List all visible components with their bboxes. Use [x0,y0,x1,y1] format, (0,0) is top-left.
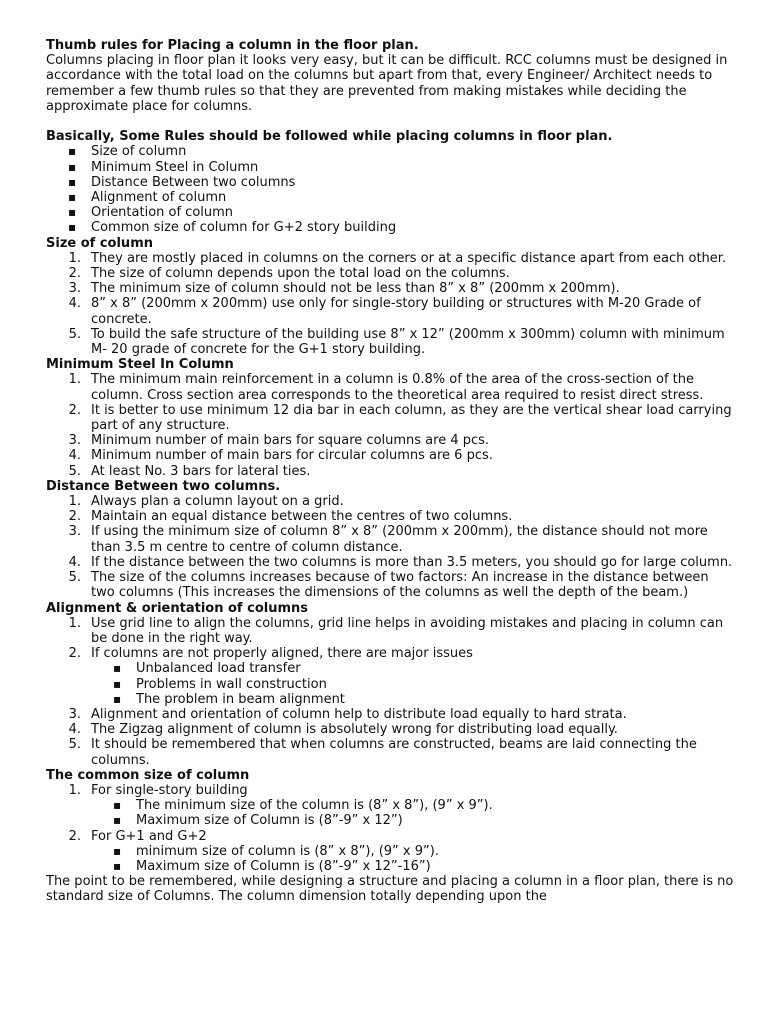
single-story-sizes [46,798,736,828]
list-item: 1. Always plan a column layout on a grid. [68,494,344,510]
list-item: 2. The size of column depends upon the total load on the columns. [68,266,510,282]
alignment-list [46,616,736,662]
list-item: 1. For single-story building [68,782,248,798]
list-item: ▪ Orientation of column [46,205,736,220]
size-list [46,251,736,357]
list-item: ▪ Alignment of column [46,190,736,205]
size-heading: Size of column [46,235,153,251]
list-item: 5. It should be remembered that when columns are constructed, beams are laid connecting the columns. [68,737,697,768]
list-item: 5. To build the safe structure of the building use 8” x 12” (200mm x 300mm) column with minimum M- 20 grade of concrete for the G+1 story building. [68,326,725,358]
steel-list [46,372,736,478]
common-size-heading: The common size of column [46,767,250,783]
list-item: 2. For G+1 and G+2 [68,828,207,844]
rules-list [46,144,736,235]
closing-paragraph: The point to be remembered, while designing a structure and placing a column in a floor plan, there is no standard size of Columns. The column dimension totally depending upon the [46,874,734,905]
list-item: ▪ Distance Between two columns [46,175,736,190]
list-item: 4. If the distance between the two columns is more than 3.5 meters, you should go for large column. [68,554,733,570]
rules-heading: Basically, Some Rules should be followed while placing columns in floor plan. [46,129,613,145]
list-item: 5. At least No. 3 bars for lateral ties. [68,463,311,479]
list-item: ▪ The problem in beam alignment [46,692,736,707]
list-item: 2. If columns are not properly aligned, there are major issues [68,646,473,662]
list-item: 3. Alignment and orientation of column help to distribute load equally to hard strata. [68,706,627,722]
common-size-list [46,783,736,798]
list-item: 1. They are mostly placed in columns on the corners or at a specific distance apart from each other. [68,250,727,266]
document-page [46,38,736,905]
list-item: 1. The minimum main reinforcement in a column is 0.8% of the area of the cross-section of the column. Cross section area corresponds to the theoretical area required to resist direct stress. [68,372,704,403]
list-item: 3. Minimum number of main bars for square columns are 4 pcs. [68,433,490,449]
alignment-list-continued [46,707,736,768]
list-item: ▪ Maximum size of Column is (8”-9” x 12”-16”) [46,859,736,874]
list-item: ▪ Minimum Steel in Column [46,160,736,175]
list-item: ▪ Unbalanced load transfer [46,661,736,676]
list-item: ▪ The minimum size of the column is (8” x 8”), (9” x 9”). [46,798,736,813]
list-item: ▪ Size of column [46,144,736,159]
list-item: 4. 8” x 8” (200mm x 200mm) use only for single-story building or structures with M-20 Grade of concrete. [68,296,701,327]
list-item: 1. Use grid line to align the columns, grid line helps in avoiding mistakes and placing in column can be done in the right way. [68,615,724,646]
alignment-heading: Alignment & orientation of columns [46,600,308,616]
list-item: ▪ Common size of column for G+2 story building [46,220,736,235]
list-item: ▪ minimum size of column is (8” x 8”), (9” x 9”). [46,844,736,859]
alignment-issues-list [46,661,736,707]
distance-heading: Distance Between two columns. [46,478,281,494]
common-size-list-continued [46,829,736,844]
spacer [46,114,736,129]
list-item: 2. Maintain an equal distance between the centres of two columns. [68,509,513,525]
list-item: ▪ Problems in wall construction [46,677,736,692]
intro-paragraph: Columns placing in floor plan it looks very easy, but it can be difficult. RCC columns must be designed in accordance with the total load on the columns but apart from that, every Engineer/ Architect needs to remember a few thumb rules so that they are prevented from making mistakes while deciding the approximate place for columns. [46,53,728,114]
list-item: 4. The Zigzag alignment of column is absolutely wrong for distributing load equally. [68,722,618,738]
list-item: 3. The minimum size of column should not be less than 8” x 8” (200mm x 200mm). [68,281,620,297]
list-item: 4. Minimum number of main bars for circular columns are 6 pcs. [68,448,493,464]
document-title: Thumb rules for Placing a column in the floor plan. [46,38,419,53]
list-item: 2. It is better to use minimum 12 dia bar in each column, as they are the vertical shear load carrying part of any structure. [68,402,732,434]
multi-story-sizes [46,844,736,874]
list-item: 3. If using the minimum size of column 8” x 8” (200mm x 200mm), the distance should not more than 3.5 m centre to centre of column distance. [68,524,708,555]
distance-list [46,494,736,600]
list-item: ▪ Maximum size of Column is (8”-9” x 12”) [46,813,736,828]
list-item: 5. The size of the columns increases because of two factors: An increase in the distance between two columns (This increases the dimensions of the columns as well the depth of the beam.) [68,570,709,601]
steel-heading: Minimum Steel In Column [46,357,234,373]
